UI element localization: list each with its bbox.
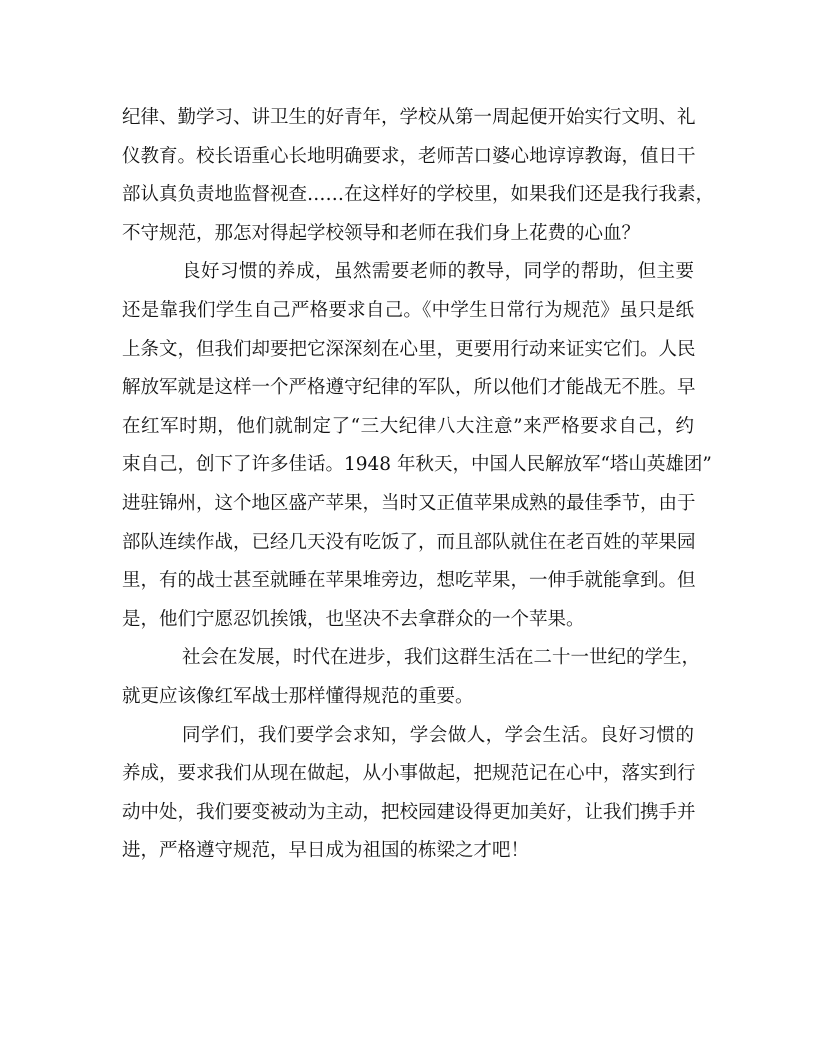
text-line: 养成，要求我们从现在做起，从小事做起，把规范记在心中，落实到行 (122, 763, 696, 785)
text-line: 进驻锦州，这个地区盛产苹果，当时又正值苹果成熟的最佳季节，由于 (122, 492, 696, 514)
text-line: 部队连续作战，已经几天没有吃饭了，而且部队就住在老百姓的苹果园 (122, 531, 696, 553)
text-line: 是，他们宁愿忍饥挨饿，也坚决不去拿群众的一个苹果。 (122, 608, 585, 630)
text-line: 不守规范，那怎对得起学校领导和老师在我们身上花费的心血？ (122, 222, 641, 244)
text-line: 同学们，我们要学会求知，学会做人，学会生活。良好习惯的 (182, 724, 694, 746)
text-line: 就更应该像红军战士那样懂得规范的重要。 (122, 685, 474, 707)
text-line: 动中处，我们要变被动为主动，把校园建设得更加美好，让我们携手并 (122, 801, 696, 823)
text-line: 束自己，创下了许多佳话。1948 年秋天，中国人民解放军“塔山英雄团” (122, 454, 712, 476)
document-body (122, 99, 715, 871)
text-line: 仪教育。校长语重心长地明确要求，老师苦口婆心地谆谆教诲，值日干 (122, 145, 696, 167)
text-line: 里，有的战士甚至就睡在苹果堆旁边，想吃苹果，一伸手就能拿到。但 (122, 570, 696, 592)
text-line: 良好习惯的养成，虽然需要老师的教导，同学的帮助，但主要 (182, 261, 694, 283)
text-line: 在红军时期，他们就制定了“三大纪律八大注意”来严格要求自己，约 (122, 415, 694, 437)
text-line: 解放军就是这样一个严格遵守纪律的军队，所以他们才能战无不胜。早 (122, 377, 696, 399)
text-line: 还是靠我们学生自己严格要求自己。《中学生日常行为规范》虽只是纸 (122, 299, 694, 321)
text-line: 进，严格遵守规范，早日成为祖国的栋梁之才吧！ (122, 840, 530, 862)
text-line: 纪律、勤学习、讲卫生的好青年，学校从第一周起便开始实行文明、礼 (122, 107, 696, 128)
text-line: 上条文，但我们却要把它深深刻在心里，更要用行动来证实它们。人民 (122, 338, 696, 360)
text-line: 部认真负责地监督视查……在这样好的学校里，如果我们还是我行我素， (122, 184, 715, 206)
text-line: 社会在发展，时代在进步，我们这群生活在二十一世纪的学生， (182, 647, 701, 669)
